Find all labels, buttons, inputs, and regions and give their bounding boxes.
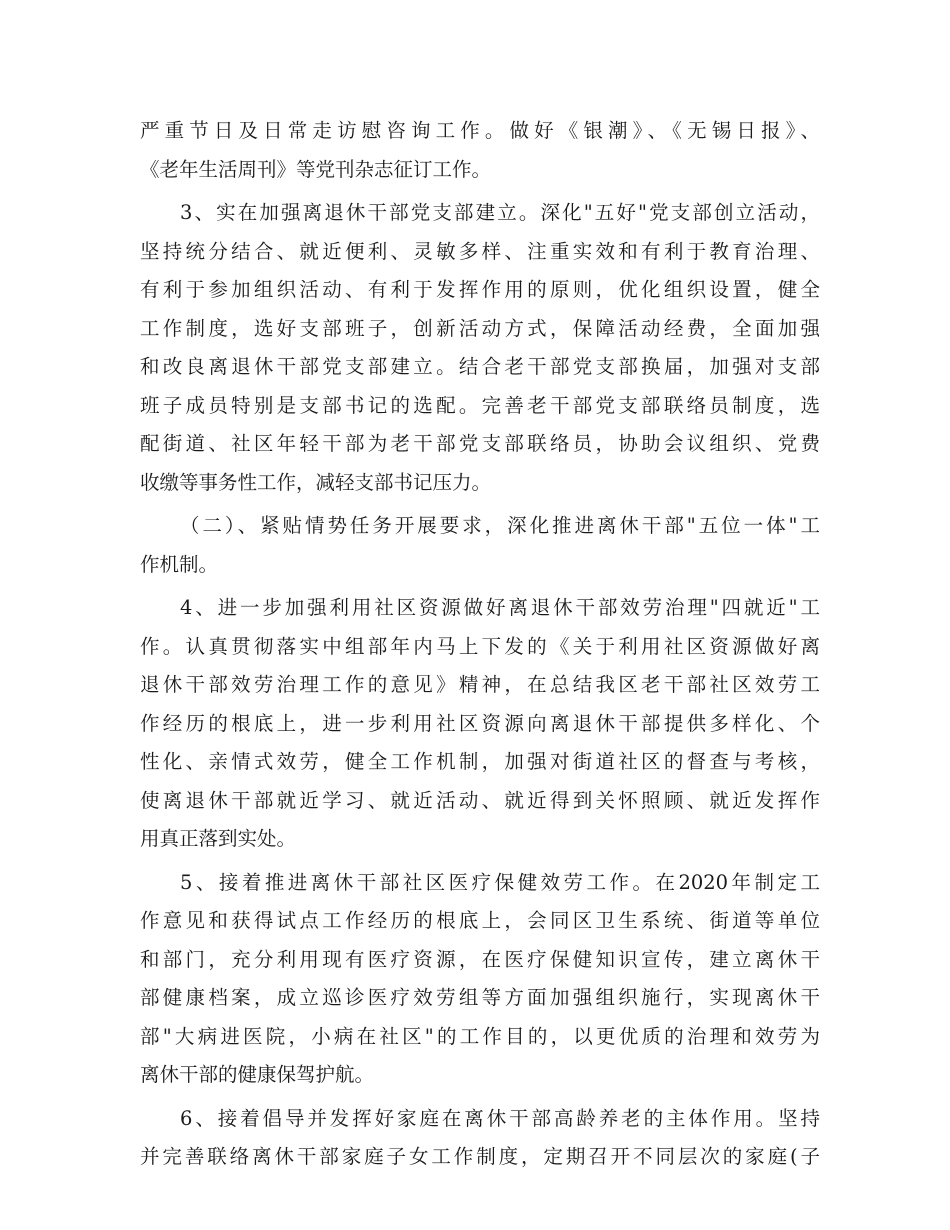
text-line: 5、接着推进离休干部社区医疗保健效劳工作。在2020年制定工 bbox=[180, 870, 820, 894]
text-line: 退休干部效劳治理工作的意见》精神，在总结我区老干部社区效劳工 bbox=[140, 673, 820, 696]
text-line: 使离退休干部就近学习、就近活动、就近得到关怀照顾、就近发挥作 bbox=[140, 788, 820, 812]
document-body bbox=[140, 112, 820, 1182]
text-line: 4、进一步加强利用社区资源做好离退休干部效劳治理"四就近"工 bbox=[180, 596, 820, 619]
text-line: 用真正落到实处。 bbox=[140, 827, 297, 850]
text-line: 并完善联络离休干部家庭子女工作制度，定期召开不同层次的家庭(子 bbox=[140, 1145, 820, 1168]
text-line: 和部门，充分利用现有医疗资源，在医疗保健知识宣传，建立离休干 bbox=[140, 947, 820, 971]
paragraph-item-4 bbox=[140, 589, 820, 859]
text-line: 和改良离退休干部党支部建立。结合老干部党支部换届，加强对支部 bbox=[140, 355, 820, 378]
text-line: 工作制度，选好支部班子，创新活动方式，保障活动经费，全面加强 bbox=[140, 316, 820, 340]
text-line: 部"大病进医院，小病在社区"的工作目的，以更优质的治理和效劳为 bbox=[140, 1024, 820, 1048]
text-line: 作经历的根底上，进一步利用社区资源向离退休干部提供多样化、个 bbox=[140, 711, 820, 735]
section-heading-2 bbox=[140, 507, 820, 584]
text-line: 离休干部的健康保驾护航。 bbox=[140, 1063, 375, 1086]
text-line: 有利于参加组织活动、有利于发挥作用的原则，优化组织设置，健全 bbox=[140, 278, 820, 301]
paragraph-item-3 bbox=[140, 194, 820, 502]
text-line: 作。认真贯彻落实中组部年内马上下发的《关于利用社区资源做好离 bbox=[140, 634, 820, 658]
text-line: 班子成员特别是支部书记的选配。完善老干部党支部联络员制度，选 bbox=[140, 393, 820, 417]
text-line: 6、接着倡导并发挥好家庭在离休干部高龄养老的主体作用。坚持 bbox=[180, 1106, 820, 1130]
text-line: 作机制。 bbox=[140, 552, 219, 576]
text-line: 性化、亲情式效劳，健全工作机制，加强对街道社区的督查与考核， bbox=[140, 750, 820, 773]
text-line: （二）、紧贴情势任务开展要求，深化推进离休干部"五位一体"工 bbox=[180, 514, 820, 537]
text-line: 部健康档案，成立巡诊医疗效劳组等方面加强组织施行，实现离休干 bbox=[140, 986, 820, 1009]
paragraph-continuation bbox=[140, 112, 820, 189]
text-line: 收缴等事务性工作，减轻支部书记压力。 bbox=[140, 470, 492, 494]
text-line: 坚持统分结合、就近便利、灵敏多样、注重实效和有利于教育治理、 bbox=[140, 239, 820, 263]
paragraph-item-6 bbox=[140, 1100, 820, 1177]
text-line: 作意见和获得试点工作经历的根底上，会同区卫生系统、街道等单位 bbox=[140, 909, 820, 932]
paragraph-item-5 bbox=[140, 864, 820, 1095]
text-line: 严重节日及日常走访慰咨询工作。做好《银潮》、《无锡日报》、 bbox=[140, 119, 820, 142]
text-line: 《老年生活周刊》等党刊杂志征订工作。 bbox=[140, 157, 492, 181]
text-line: 配街道、社区年轻干部为老干部党支部联络员，协助会议组织、党费 bbox=[140, 432, 820, 455]
text-line: 3、实在加强离退休干部党支部建立。深化"五好"党支部创立活动， bbox=[180, 201, 820, 224]
